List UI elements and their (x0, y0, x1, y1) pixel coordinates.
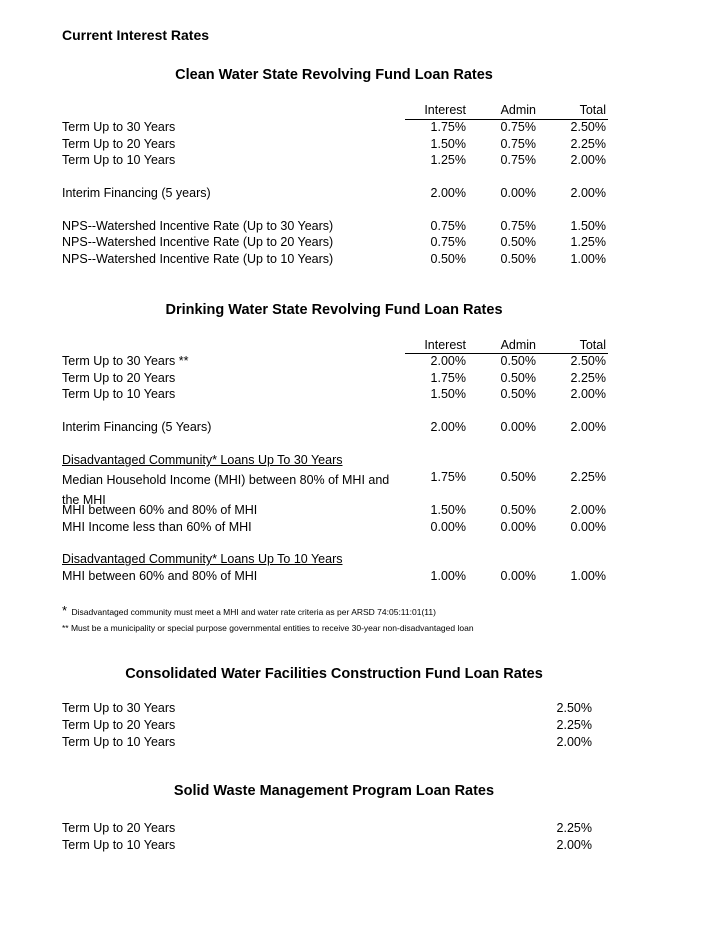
drinking-water-row-admin: 0.00% (500, 420, 536, 434)
page-title: Current Interest Rates (62, 27, 210, 43)
clean-water-row-label: NPS--Watershed Incentive Rate (Up to 20 Years) (62, 235, 334, 249)
clean-water-row-total: 1.50% (570, 219, 606, 233)
clean-water-row-label: Term Up to 20 Years (62, 137, 176, 151)
drinking-water-row-total: 2.50% (570, 354, 606, 368)
clean-water-row-admin: 0.50% (500, 252, 536, 266)
drinking-water-title: Drinking Water State Revolving Fund Loan Rates (165, 302, 503, 318)
drinking-water-header-admin: Admin (500, 338, 536, 352)
clean-water-row-total: 2.00% (570, 186, 606, 200)
clean-water-title: Clean Water State Revolving Fund Loan Rates (175, 67, 493, 83)
clean-water-header-interest: Interest (424, 103, 466, 117)
clean-water-row-interest: 1.75% (430, 120, 466, 134)
disadvantaged-30-row-interest: 0.00% (430, 520, 466, 534)
disadvantaged-10-row-total: 1.00% (570, 569, 606, 583)
clean-water-row-label: NPS--Watershed Incentive Rate (Up to 30 Years) (62, 219, 334, 233)
drinking-water-row-total: 2.25% (570, 371, 606, 385)
disadvantaged-30-row-admin: 0.00% (500, 520, 536, 534)
drinking-water-row-admin: 0.50% (500, 387, 536, 401)
disadvantaged-30-row-interest: 1.75% (430, 470, 466, 484)
clean-water-row-label: NPS--Watershed Incentive Rate (Up to 10 Years) (62, 252, 334, 266)
disadvantaged-10-row-admin: 0.00% (500, 569, 536, 583)
drinking-water-row-label: Term Up to 30 Years ** (62, 354, 189, 368)
drinking-water-row-admin: 0.50% (500, 371, 536, 385)
drinking-water-row-admin: 0.50% (500, 354, 536, 368)
consolidated-row-total: 2.25% (556, 718, 592, 732)
consolidated-row-label: Term Up to 10 Years (62, 735, 176, 749)
disadvantaged-30-row-label: Median Household Income (MHI) between 80% of MHI and the MHI (62, 473, 390, 507)
solid-waste-row-total: 2.25% (556, 821, 592, 835)
clean-water-row-label: Term Up to 30 Years (62, 120, 176, 134)
disadvantaged-10-heading: Disadvantaged Community* Loans Up To 10 Years (62, 552, 343, 566)
clean-water-row-admin: 0.00% (500, 186, 536, 200)
drinking-water-row-label: Term Up to 20 Years (62, 371, 176, 385)
clean-water-row-interest: 1.25% (430, 153, 466, 167)
drinking-water-row-total: 2.00% (570, 420, 606, 434)
footnote-municipality: ** Must be a municipality or special purpose governmental entities to receive 30-year non-disadvantaged loan (62, 623, 474, 633)
consolidated-row-total: 2.50% (556, 701, 592, 715)
solid-waste-row-label: Term Up to 10 Years (62, 838, 176, 852)
disadvantaged-30-row-total: 0.00% (570, 520, 606, 534)
disadvantaged-30-row-admin: 0.50% (500, 503, 536, 517)
drinking-water-row-interest: 1.75% (430, 371, 466, 385)
clean-water-row-admin: 0.75% (500, 219, 536, 233)
clean-water-row-interest: 0.75% (430, 235, 466, 249)
consolidated-title: Consolidated Water Facilities Construction Fund Loan Rates (125, 666, 543, 682)
clean-water-row-admin: 0.75% (500, 153, 536, 167)
drinking-water-header-interest: Interest (424, 338, 466, 352)
disadvantaged-30-row-interest: 1.50% (430, 503, 466, 517)
clean-water-row-interest: 0.75% (430, 219, 466, 233)
solid-waste-row-total: 2.00% (556, 838, 592, 852)
consolidated-row-label: Term Up to 20 Years (62, 718, 176, 732)
clean-water-header-total: Total (579, 103, 606, 117)
disadvantaged-10-row-label: MHI between 60% and 80% of MHI (62, 569, 258, 583)
clean-water-row-admin: 0.75% (500, 120, 536, 134)
disadvantaged-10-row-interest: 1.00% (430, 569, 466, 583)
footnote-disadvantaged-text: Disadvantaged community must meet a MHI and water rate criteria as per ARSD 74:05:11:01(11) (71, 607, 436, 617)
consolidated-row-label: Term Up to 30 Years (62, 701, 176, 715)
clean-water-row-total: 1.00% (570, 252, 606, 266)
drinking-water-row-interest: 1.50% (430, 387, 466, 401)
disadvantaged-30-row-label: MHI between 60% and 80% of MHI (62, 503, 258, 517)
disadvantaged-30-heading: Disadvantaged Community* Loans Up To 30 Years (62, 453, 343, 467)
clean-water-row-label: Interim Financing (5 years) (62, 186, 211, 200)
clean-water-header-admin: Admin (500, 103, 536, 117)
clean-water-row-total: 2.00% (570, 153, 606, 167)
consolidated-row-total: 2.00% (556, 735, 592, 749)
drinking-water-row-label: Term Up to 10 Years (62, 387, 176, 401)
drinking-water-header-total: Total (579, 338, 606, 352)
clean-water-row-total: 1.25% (570, 235, 606, 249)
clean-water-row-total: 2.25% (570, 137, 606, 151)
disadvantaged-30-row-label: MHI Income less than 60% of MHI (62, 520, 252, 534)
disadvantaged-30-row-total: 2.00% (570, 503, 606, 517)
clean-water-row-admin: 0.50% (500, 235, 536, 249)
clean-water-row-label: Term Up to 10 Years (62, 153, 176, 167)
clean-water-row-interest: 1.50% (430, 137, 466, 151)
solid-waste-title: Solid Waste Management Program Loan Rates (173, 783, 495, 799)
disadvantaged-30-row-admin: 0.50% (500, 470, 536, 484)
disadvantaged-30-row-total: 2.25% (570, 470, 606, 484)
clean-water-row-interest: 0.50% (430, 252, 466, 266)
drinking-water-row-total: 2.00% (570, 387, 606, 401)
drinking-water-row-interest: 2.00% (430, 420, 466, 434)
footnote-disadvantaged (62, 602, 436, 620)
drinking-water-row-label: Interim Financing (5 Years) (62, 420, 212, 434)
clean-water-row-total: 2.50% (570, 120, 606, 134)
clean-water-row-interest: 2.00% (430, 186, 466, 200)
footnote-asterisk: * (62, 603, 68, 618)
solid-waste-row-label: Term Up to 20 Years (62, 821, 176, 835)
drinking-water-row-interest: 2.00% (430, 354, 466, 368)
clean-water-row-admin: 0.75% (500, 137, 536, 151)
